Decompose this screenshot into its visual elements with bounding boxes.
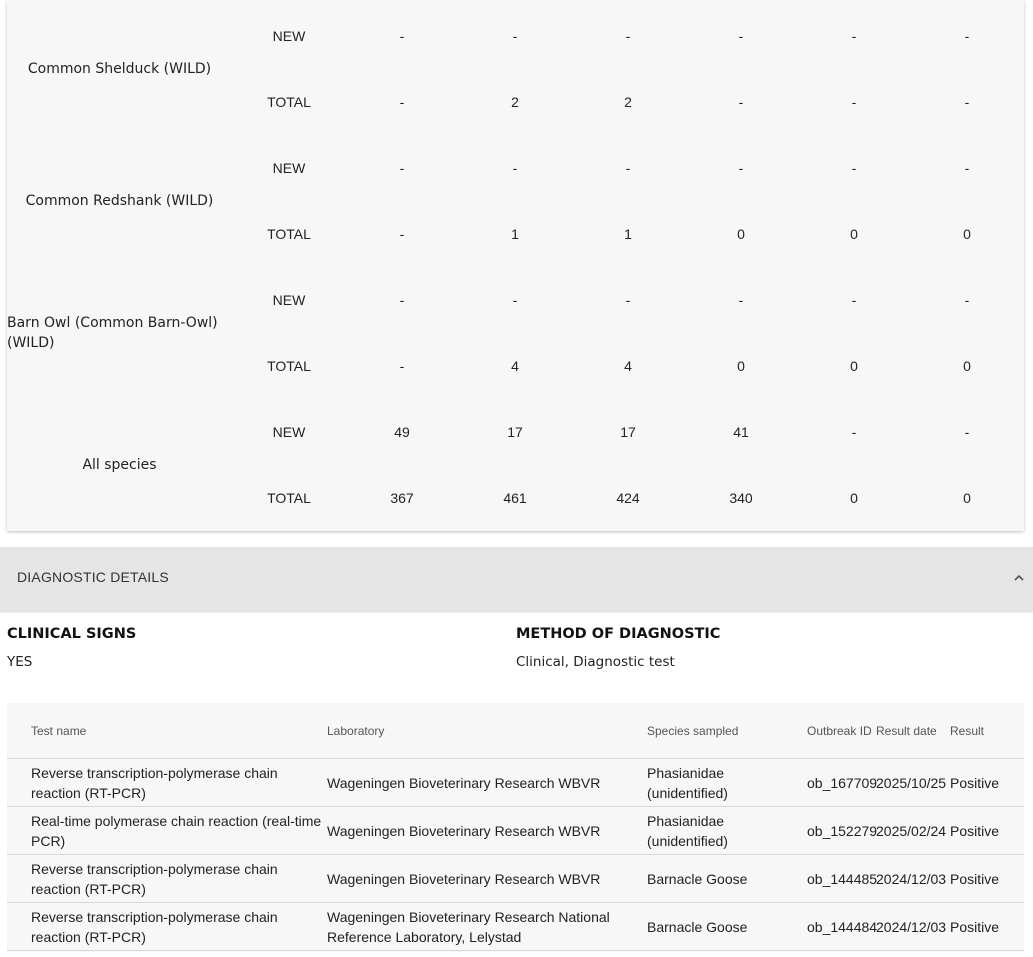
new-row — [7, 26, 1024, 46]
table-cell: - — [738, 292, 744, 308]
total-row — [7, 92, 1024, 112]
species-name: All species — [82, 457, 157, 473]
table-cell: - — [851, 160, 857, 176]
table-header — [7, 703, 1024, 759]
outbreak-id-cell[interactable]: ob_144484 — [807, 919, 878, 935]
new-row — [7, 290, 1024, 310]
result-date-cell: 2024/12/03 — [876, 871, 947, 887]
column-header-outbreak-id[interactable]: Outbreak ID — [807, 724, 872, 738]
diagnostic-tests-table — [7, 703, 1024, 952]
table-cell: 0 — [737, 358, 745, 374]
column-header-result-date[interactable]: Result date — [876, 724, 937, 738]
table-cell: 17 — [507, 424, 523, 440]
table-cell: - — [964, 28, 970, 44]
result-cell: Positive — [950, 871, 1000, 887]
method-value: Clinical, Diagnostic test — [516, 654, 675, 670]
table-cell: 4 — [511, 358, 519, 374]
table-cell: - — [964, 160, 970, 176]
table-cell: - — [851, 292, 857, 308]
laboratory-cell: Wageningen Bioveterinary Research WBVR — [327, 871, 601, 887]
result-date-cell: 2024/12/03 — [876, 919, 947, 935]
species-cell: Phasianidae (unidentified) — [647, 813, 728, 849]
result-date-cell: 2025/10/25 — [876, 775, 947, 791]
table-cell: - — [512, 28, 518, 44]
table-cell: - — [399, 358, 405, 374]
table-cell: - — [738, 160, 744, 176]
test-name-cell: Reverse transcription-polymerase chain reaction (RT-PCR) — [31, 861, 278, 897]
table-cell: - — [399, 292, 405, 308]
new-row — [7, 158, 1024, 178]
table-cell: 17 — [620, 424, 636, 440]
table-cell: 2 — [511, 94, 519, 110]
total-row — [7, 356, 1024, 376]
table-cell: 424 — [616, 490, 640, 506]
test-name-cell: Reverse transcription-polymerase chain reaction (RT-PCR) — [31, 909, 278, 945]
table-cell: - — [399, 94, 405, 110]
row-label: NEW — [272, 424, 306, 440]
species-cell: Barnacle Goose — [647, 919, 748, 935]
laboratory-cell: Wageningen Bioveterinary Research WBVR — [327, 775, 601, 791]
species-group — [7, 290, 1024, 422]
row-label: NEW — [272, 160, 306, 176]
table-cell: - — [625, 28, 631, 44]
row-label: NEW — [272, 28, 306, 44]
diagnostic-details-header[interactable] — [0, 547, 1033, 611]
table-cell: 0 — [850, 358, 858, 374]
table-cell: 41 — [733, 424, 749, 440]
species-summary-table — [7, 0, 1024, 531]
table-cell: - — [964, 94, 970, 110]
test-name-cell: Reverse transcription-polymerase chain reaction (RT-PCR) — [31, 765, 278, 801]
table-cell: - — [625, 292, 631, 308]
table-cell: 1 — [511, 226, 519, 242]
result-cell: Positive — [950, 919, 1000, 935]
table-cell: 0 — [850, 490, 858, 506]
section-title: DIAGNOSTIC DETAILS — [17, 569, 169, 585]
column-header-laboratory[interactable]: Laboratory — [327, 724, 385, 738]
table-cell: - — [512, 292, 518, 308]
table-cell: - — [964, 424, 970, 440]
species-group — [7, 26, 1024, 158]
table-cell: - — [399, 28, 405, 44]
table-cell: - — [851, 94, 857, 110]
species-name: Common Redshank (WILD) — [25, 193, 214, 209]
laboratory-cell: Wageningen Bioveterinary Research National Reference Laboratory, Lelystad — [327, 909, 610, 945]
row-label: TOTAL — [267, 226, 311, 242]
clinical-signs-value: YES — [7, 654, 33, 670]
table-row — [7, 903, 1024, 951]
outbreak-id-cell[interactable]: ob_144485 — [807, 871, 878, 887]
table-cell: 461 — [503, 490, 527, 506]
species-cell: Barnacle Goose — [647, 871, 748, 887]
method-block — [516, 624, 720, 672]
row-label: TOTAL — [267, 490, 311, 506]
table-cell: - — [512, 160, 518, 176]
column-header-result[interactable]: Result — [950, 724, 985, 738]
total-row — [7, 224, 1024, 244]
table-cell: - — [738, 94, 744, 110]
row-label: TOTAL — [267, 358, 311, 374]
species-cell: Phasianidae (unidentified) — [647, 765, 728, 801]
table-cell: 0 — [737, 226, 745, 242]
outbreak-id-cell[interactable]: ob_167709 — [807, 775, 878, 791]
total-row — [7, 488, 1024, 508]
table-row — [7, 807, 1024, 855]
outbreak-id-cell[interactable]: ob_152279 — [807, 823, 878, 839]
table-cell: 0 — [963, 226, 971, 242]
test-name-cell: Real-time polymerase chain reaction (real-time PCR) — [31, 813, 322, 849]
column-header-species-sampled[interactable]: Species sampled — [647, 724, 739, 738]
table-cell: - — [964, 292, 970, 308]
table-cell: 340 — [729, 490, 753, 506]
result-cell: Positive — [950, 823, 1000, 839]
row-label: NEW — [272, 292, 306, 308]
table-cell: - — [399, 160, 405, 176]
table-cell: 49 — [394, 424, 410, 440]
species-name: Common Shelduck (WILD) — [27, 61, 212, 77]
table-cell: - — [625, 160, 631, 176]
table-cell: - — [851, 28, 857, 44]
row-label: TOTAL — [267, 94, 311, 110]
species-group — [7, 158, 1024, 290]
table-cell: 0 — [963, 490, 971, 506]
table-cell: 2 — [624, 94, 632, 110]
result-cell: Positive — [950, 775, 1000, 791]
species-name: Barn Owl (Common Barn-Owl) (WILD) — [7, 315, 218, 351]
method-label: METHOD OF DIAGNOSTIC — [516, 626, 721, 642]
table-cell: - — [851, 424, 857, 440]
clinical-signs-label: CLINICAL SIGNS — [7, 626, 137, 642]
table-cell: 0 — [963, 358, 971, 374]
chevron-up-icon[interactable] — [1012, 571, 1026, 585]
table-cell: 0 — [850, 226, 858, 242]
table-cell: - — [738, 28, 744, 44]
table-row — [7, 759, 1024, 807]
species-group — [7, 422, 1024, 554]
new-row — [7, 422, 1024, 442]
table-cell: 4 — [624, 358, 632, 374]
table-cell: - — [399, 226, 405, 242]
laboratory-cell: Wageningen Bioveterinary Research WBVR — [327, 823, 601, 839]
clinical-signs-block — [7, 624, 136, 672]
table-cell: 1 — [624, 226, 632, 242]
table-cell: 367 — [390, 490, 414, 506]
result-date-cell: 2025/02/24 — [876, 823, 947, 839]
table-row — [7, 855, 1024, 903]
column-header-test-name[interactable]: Test name — [31, 724, 87, 738]
